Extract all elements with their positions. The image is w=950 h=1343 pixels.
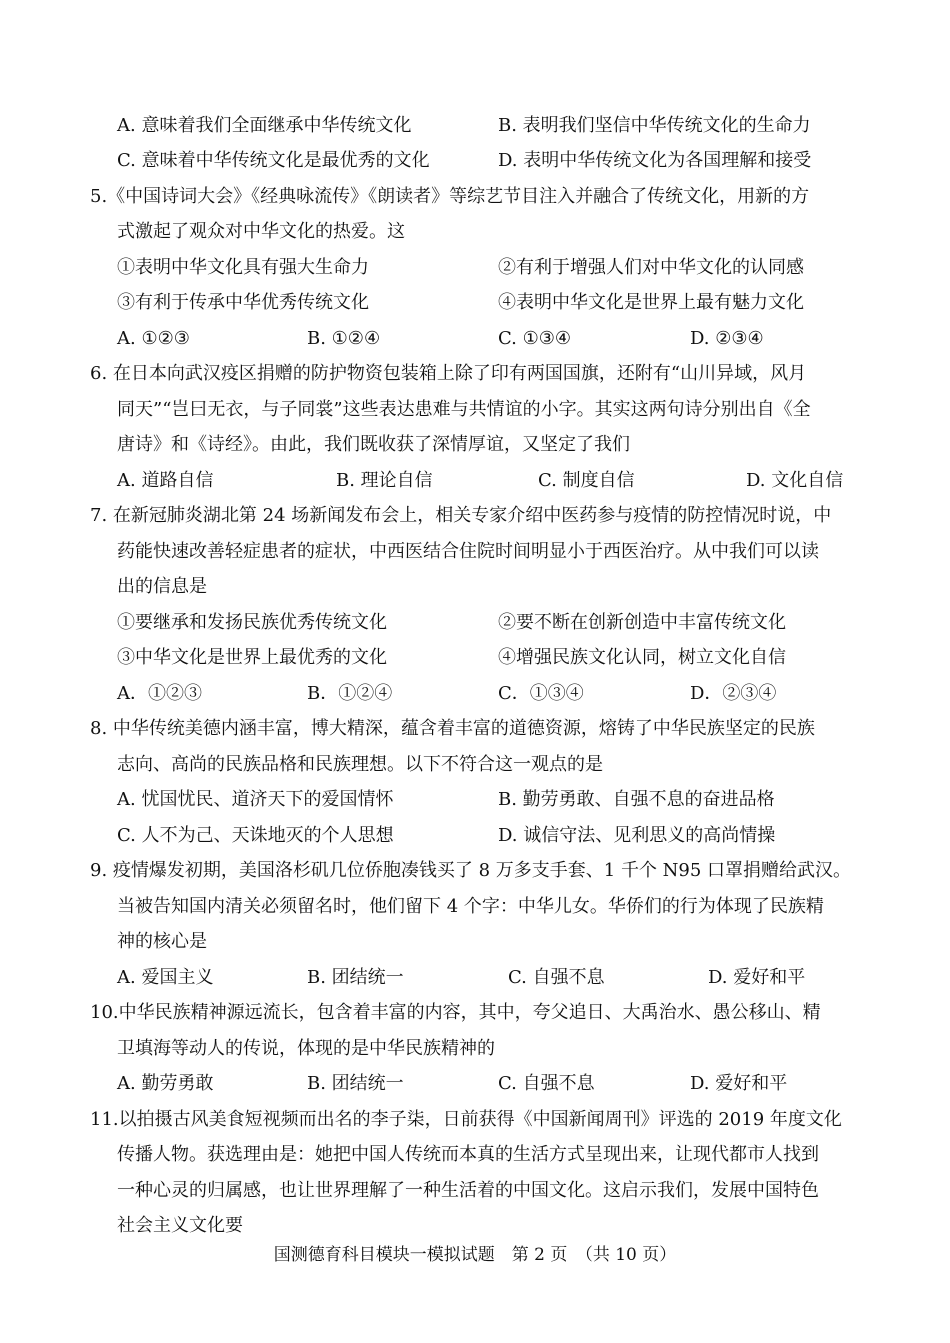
q8-stem-line-1: 8. 中华传统美德内涵丰富，博大精深，蕴含着丰富的道德资源，熔铸了中华民族坚定的民族 [90,718,815,739]
q6-stem-line-2: 同天”“岂曰无衣，与子同裳”这些表达患难与共情谊的小字。其实这两句诗分别出自《全 [117,399,811,420]
q11-stem-line-1: 11.以拍摄古风美食短视频而出名的李子柒，日前获得《中国新闻周刊》评选的 2019 年度文化 [90,1109,842,1130]
q7-option-d: D．②③④ [690,683,777,704]
q7-stem-line-3: 出的信息是 [117,576,207,597]
q6-stem-line-1: 6. 在日本向武汉疫区捐赠的防护物资包装箱上除了印有两国国旗，还附有“山川异域，风月 [90,363,807,384]
q10-stem-line-1: 10.中华民族精神源远流长，包含着丰富的内容，其中，夸父追日、大禹治水、愚公移山、精 [90,1002,821,1023]
q10-option-d: D. 爱好和平 [690,1073,788,1094]
q5-statement-1: ①表明中华文化具有强大生命力 [117,257,369,278]
q6-option-c: C. 制度自信 [538,470,635,491]
q9-stem-line-1: 9. 疫情爆发初期，美国洛杉矶几位侨胞凑钱买了 8 万多支手套、1 千个 N95 口罩捐赠给武汉。 [90,860,852,881]
q10-option-c: C. 自强不息 [498,1073,595,1094]
q9-option-a: A. 爱国主义 [117,967,214,988]
q8-stem-line-2: 志向、高尚的民族品格和民族理想。以下不符合这一观点的是 [117,754,603,775]
q4-option-a: A. 意味着我们全面继承中华传统文化 [117,115,412,136]
q9-stem-line-2: 当被告知国内清关必须留名时，他们留下 4 个字：中华儿女。华侨们的行为体现了民族精 [117,896,824,917]
q10-option-a: A. 勤劳勇敢 [117,1073,214,1094]
q4-option-d: D. 表明中华传统文化为各国理解和接受 [498,150,812,171]
q5-statement-4: ④表明中华文化是世界上最有魅力文化 [498,292,804,313]
q5-stem-line-2: 式激起了观众对中华文化的热爱。这 [117,221,405,242]
q5-stem-line-1: 5.《中国诗词大会》《经典咏流传》《朗读者》等综艺节目注入并融合了传统文化，用新的方 [90,186,810,207]
q6-stem-line-3: 唐诗》和《诗经》。由此，我们既收获了深情厚谊，又坚定了我们 [117,434,630,455]
q7-statement-2: ②要不断在创新创造中丰富传统文化 [498,612,786,633]
q5-statement-2: ②有利于增强人们对中华文化的认同感 [498,257,804,278]
q6-option-a: A. 道路自信 [117,470,214,491]
q7-option-c: C．①③④ [498,683,584,704]
q8-option-b: B. 勤劳勇敢、自强不息的奋进品格 [498,789,775,810]
q11-stem-line-3: 一种心灵的归属感，也让世界理解了一种生活着的中国文化。这启示我们，发展中国特色 [117,1180,819,1201]
q5-option-c: C. ①③④ [498,328,571,349]
q6-option-d: D. 文化自信 [746,470,844,491]
q7-option-b: B．①②④ [307,683,393,704]
q9-option-d: D. 爱好和平 [708,967,806,988]
q7-stem-line-1: 7. 在新冠肺炎湖北第 24 场新闻发布会上，相关专家介绍中医药参与疫情的防控情况时说，中 [90,505,832,526]
q5-option-a: A. ①②③ [117,328,190,349]
q9-stem-line-3: 神的核心是 [117,931,207,952]
q4-option-c: C. 意味着中华传统文化是最优秀的文化 [117,150,430,171]
q8-option-d: D. 诚信守法、见利思义的高尚情操 [498,825,776,846]
q7-stem-line-2: 药能快速改善轻症患者的症状，中西医结合住院时间明显小于西医治疗。从中我们可以读 [117,541,819,562]
q11-stem-line-4: 社会主义文化要 [117,1215,243,1236]
q9-option-b: B. 团结统一 [307,967,404,988]
q5-option-d: D. ②③④ [690,328,764,349]
q5-statement-3: ③有利于传承中华优秀传统文化 [117,292,369,313]
q8-option-a: A. 忧国忧民、道济天下的爱国情怀 [117,789,394,810]
q8-option-c: C. 人不为己、天诛地灭的个人思想 [117,825,394,846]
q5-option-b: B. ①②④ [307,328,381,349]
q7-option-a: A．①②③ [117,683,202,704]
q11-stem-line-2: 传播人物。获选理由是：她把中国人传统而本真的生活方式呈现出来，让现代都市人找到 [117,1144,819,1165]
page-footer: 国测德育科目模块一模拟试题 第 2 页 （共 10 页） [273,1245,677,1265]
q9-option-c: C. 自强不息 [508,967,605,988]
q7-statement-4: ④增强民族文化认同，树立文化自信 [498,647,786,668]
q10-option-b: B. 团结统一 [307,1073,404,1094]
q7-statement-3: ③中华文化是世界上最优秀的文化 [117,647,387,668]
q4-option-b: B. 表明我们坚信中华传统文化的生命力 [498,115,811,136]
q10-stem-line-2: 卫填海等动人的传说，体现的是中华民族精神的 [117,1038,495,1059]
q7-statement-1: ①要继承和发扬民族优秀传统文化 [117,612,387,633]
q6-option-b: B. 理论自信 [336,470,433,491]
